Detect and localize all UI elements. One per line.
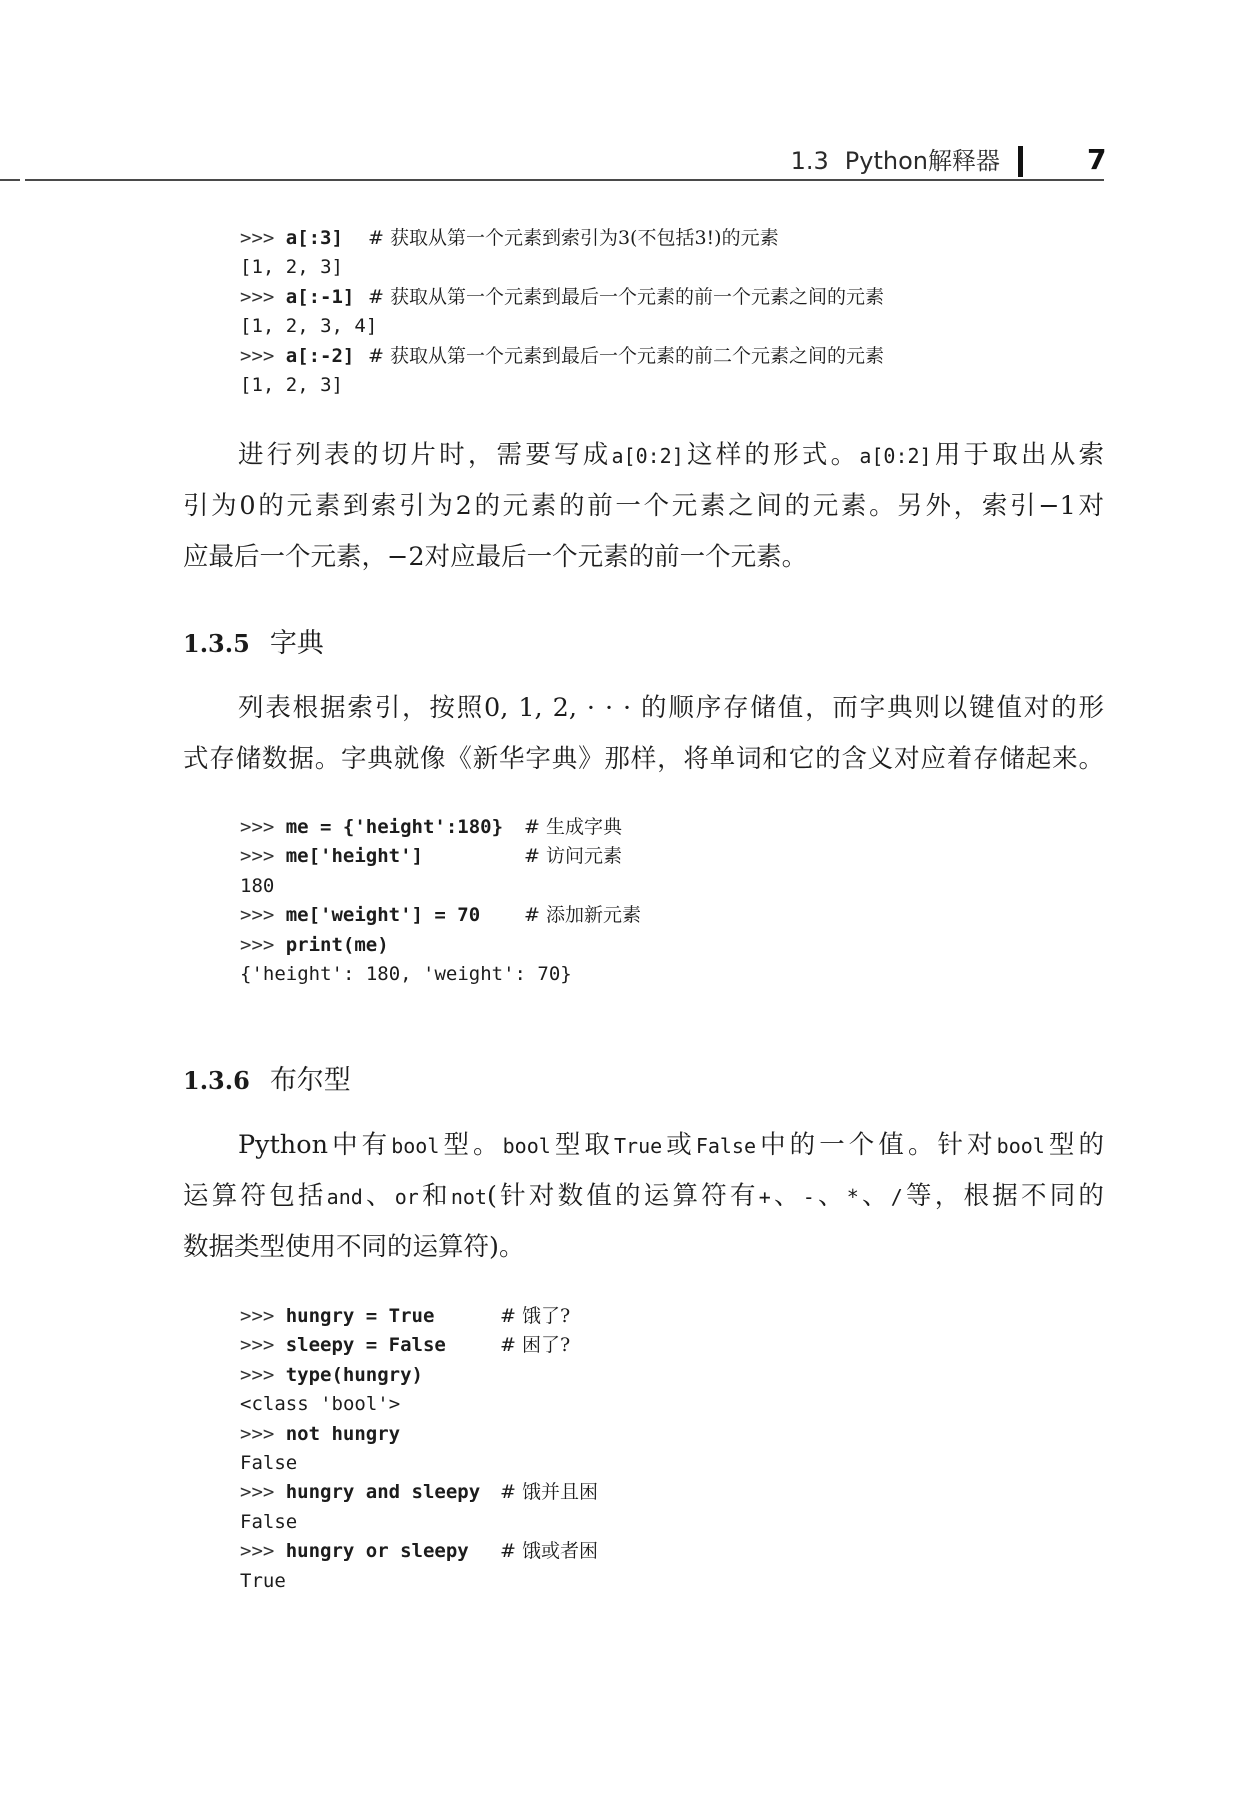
paragraph-1-line-2 <box>183 481 1104 532</box>
code-prompt: >>> <box>240 845 275 868</box>
code-line <box>240 1361 480 1390</box>
code-line <box>240 813 622 842</box>
code-comment: # 困了? <box>500 1334 571 1357</box>
code-output: [1, 2, 3] <box>240 256 343 279</box>
code-prompt: >>> <box>240 227 275 249</box>
code-command: print(me) <box>285 933 389 956</box>
inline-code: not <box>450 1185 487 1209</box>
paragraph-3-line-2 <box>183 1171 1104 1222</box>
code-line <box>240 1420 480 1449</box>
text-run: 进行列表的切片时，需要写成 <box>238 440 612 470</box>
code-command: hungry and sleepy <box>285 1481 481 1504</box>
text-run: 式存储数据。字典就像《新华字典》那样，将单词和它的含义对应着存储起来。 <box>183 744 1104 774</box>
text-run: 数据类型使用不同的运算符)。 <box>183 1232 525 1262</box>
text-run: 引为0的元素到索引为2的元素的前一个元素之间的元素。另外，索引−1对 <box>183 491 1104 521</box>
code-block-1 <box>240 224 884 400</box>
text-run: 、 <box>814 1181 847 1211</box>
inline-code: + <box>758 1185 771 1209</box>
code-command: hungry = True <box>285 1305 435 1327</box>
code-comment: # 访问元素 <box>524 845 622 868</box>
section-number: 1.3.5 <box>183 629 250 658</box>
code-line <box>240 283 884 312</box>
code-line <box>240 960 572 989</box>
code-output: {'height': 180, 'weight': 70} <box>240 962 572 985</box>
paragraph-3-line-1 <box>238 1120 1104 1171</box>
code-prompt: >>> <box>240 933 275 956</box>
code-command: me['weight'] = 70 <box>285 904 481 927</box>
code-comment: # 饿或者困 <box>500 1540 598 1563</box>
header-section-number: 1.3 <box>790 147 829 175</box>
code-output: [1, 2, 3] <box>240 373 343 396</box>
code-command: me = {'height':180} <box>285 816 504 838</box>
text-run: 等，根据不同的 <box>902 1181 1104 1211</box>
code-output: [1, 2, 3, 4] <box>240 315 378 338</box>
code-comment: # 获取从第一个元素到最后一个元素的前二个元素之间的元素 <box>368 344 884 367</box>
code-line <box>240 1508 480 1537</box>
inline-code: bool <box>502 1134 551 1158</box>
header-rule-left <box>0 179 20 181</box>
code-prompt: >>> <box>240 1540 275 1563</box>
code-line <box>240 312 377 341</box>
code-line <box>240 1449 480 1478</box>
text-run: 型。 <box>439 1130 503 1160</box>
inline-code: False <box>695 1134 757 1158</box>
code-line <box>240 1390 480 1419</box>
code-prompt: >>> <box>240 1363 275 1386</box>
paragraph-2-line-2 <box>183 734 1104 785</box>
section-title: 布尔型 <box>269 1065 351 1096</box>
text-run: 运算符包括 <box>183 1181 327 1211</box>
text-run: 用于取出从索 <box>931 440 1104 470</box>
text-run: 中的一个值。针对 <box>756 1130 997 1160</box>
paragraph-1-line-1 <box>238 430 1104 481</box>
code-comment: # 添加新元素 <box>524 904 641 927</box>
code-line <box>240 901 641 930</box>
code-prompt: >>> <box>240 285 275 308</box>
inline-code: a[0:2] <box>859 444 932 468</box>
text-run: 列表根据索引，按照0, 1, 2, · · · 的顺序存储值，而字典则以键值对的形 <box>238 693 1104 723</box>
text-run: 或 <box>662 1130 696 1160</box>
code-line <box>240 342 884 371</box>
code-prompt: >>> <box>240 904 275 927</box>
code-output: <class 'bool'> <box>240 1393 401 1416</box>
code-output: True <box>240 1569 286 1592</box>
code-command: not hungry <box>285 1422 401 1445</box>
inline-code: - <box>802 1185 815 1209</box>
code-block-3 <box>240 1302 598 1596</box>
inline-code: / <box>890 1185 903 1209</box>
code-prompt: >>> <box>240 816 275 838</box>
code-line <box>240 224 779 253</box>
header-divider-bar <box>1018 146 1023 177</box>
code-output: False <box>240 1510 298 1533</box>
section-title: 字典 <box>269 628 324 659</box>
text-run: 型的 <box>1044 1130 1104 1160</box>
code-comment: # 饿了? <box>500 1305 571 1327</box>
text-run: 型取 <box>550 1130 614 1160</box>
header-section-title: Python解释器 <box>844 147 1000 175</box>
text-run: 、 <box>858 1181 891 1211</box>
code-line <box>240 931 572 960</box>
paragraph-3-line-3 <box>183 1222 1104 1273</box>
inline-code: bool <box>391 1134 440 1158</box>
code-line <box>240 1537 598 1566</box>
inline-code: * <box>846 1185 859 1209</box>
paragraph-2-line-1 <box>238 683 1104 734</box>
code-prompt: >>> <box>240 1305 275 1327</box>
code-line <box>240 1331 571 1360</box>
text-run: (针对数值的运算符有 <box>486 1181 759 1211</box>
code-line <box>240 1302 571 1331</box>
code-prompt: >>> <box>240 1481 275 1504</box>
inline-code: a[0:2] <box>611 444 684 468</box>
section-heading-1-3-6 <box>183 1061 351 1101</box>
inline-code: bool <box>996 1134 1045 1158</box>
text-run: 、 <box>770 1181 803 1211</box>
code-comment: # 获取从第一个元素到索引为3(不包括3!)的元素 <box>368 227 779 249</box>
text-run: 和 <box>418 1181 451 1211</box>
text-run: 应最后一个元素，−2对应最后一个元素的前一个元素。 <box>183 542 808 572</box>
code-line <box>240 1478 598 1507</box>
running-header <box>791 143 1000 179</box>
header-rule <box>25 179 1104 181</box>
code-command: a[:-2] <box>285 344 355 367</box>
code-line <box>240 371 377 400</box>
section-heading-1-3-5 <box>183 624 324 664</box>
inline-code: True <box>614 1134 663 1158</box>
code-command: a[:3] <box>285 227 343 249</box>
text-run: 这样的形式。 <box>683 440 860 470</box>
code-output: 180 <box>240 874 275 897</box>
code-comment: # 生成字典 <box>524 816 622 838</box>
code-line <box>240 253 377 282</box>
code-line <box>240 872 572 901</box>
code-comment: # 饿并且困 <box>500 1481 598 1504</box>
text-run: Python中有 <box>238 1130 392 1160</box>
code-prompt: >>> <box>240 1334 275 1357</box>
code-command: a[:-1] <box>285 285 355 308</box>
code-command: me['height'] <box>285 845 423 868</box>
code-output: False <box>240 1451 298 1474</box>
code-prompt: >>> <box>240 344 275 367</box>
code-block-2 <box>240 813 641 989</box>
inline-code: and <box>326 1185 363 1209</box>
code-command: sleepy = False <box>285 1334 446 1357</box>
code-command: type(hungry) <box>285 1363 423 1386</box>
code-line <box>240 842 622 871</box>
inline-code: or <box>394 1185 419 1209</box>
code-comment: # 获取从第一个元素到最后一个元素的前一个元素之间的元素 <box>368 285 884 308</box>
section-number: 1.3.6 <box>183 1066 250 1095</box>
code-command: hungry or sleepy <box>285 1540 469 1563</box>
code-line <box>240 1567 480 1596</box>
text-run: 、 <box>362 1181 395 1211</box>
paragraph-1-line-3 <box>183 532 1104 583</box>
code-prompt: >>> <box>240 1422 275 1445</box>
page-number: 7 <box>1087 143 1107 176</box>
